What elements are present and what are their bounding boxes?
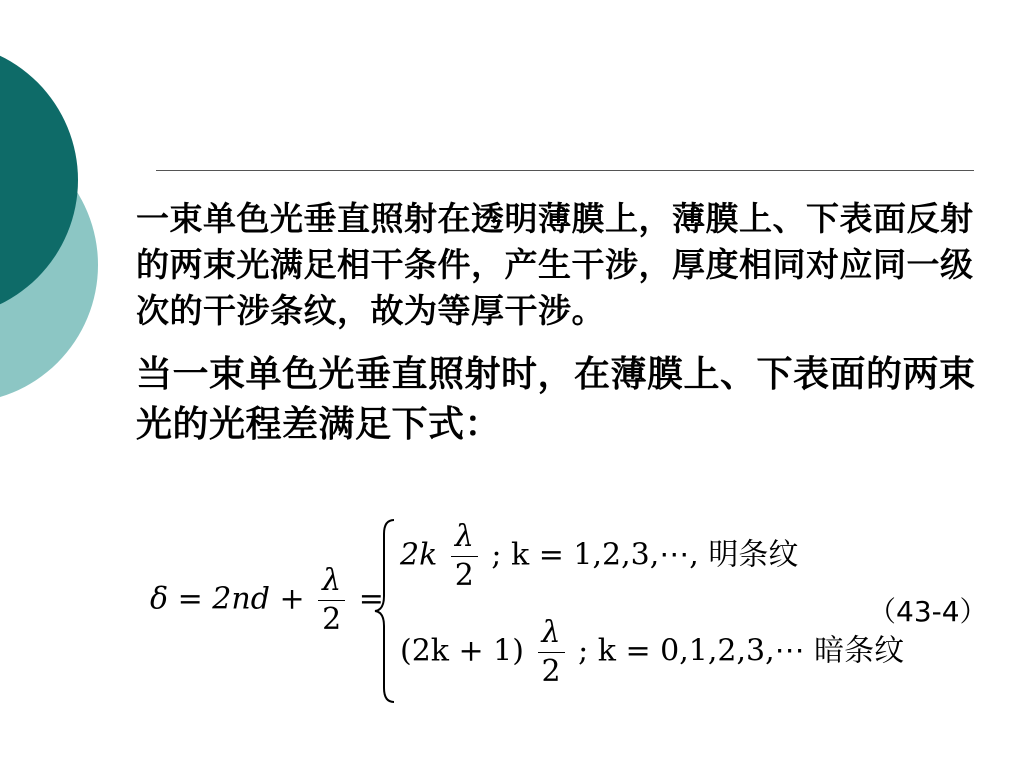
equation-number: （43-4） xyxy=(868,595,988,628)
plus-sign: + xyxy=(279,581,305,617)
fraction-lambda-over-2 xyxy=(318,562,345,639)
decorative-circles xyxy=(0,0,120,420)
case1-numerator: λ xyxy=(451,518,478,557)
paragraph-optical-path: 当一束单色光垂直照射时，在薄膜上、下表面的两束光的光程差满足下式： xyxy=(136,354,976,445)
case1-fraction xyxy=(451,518,478,595)
case-dark-fringe xyxy=(400,614,904,691)
equation-block xyxy=(150,510,905,710)
equals-sign: = xyxy=(177,581,203,617)
equation-lhs xyxy=(150,562,384,639)
left-brace-icon xyxy=(372,518,398,704)
case2-prefix: (2k + 1) xyxy=(400,633,524,669)
title-divider xyxy=(156,170,974,171)
case1-condition: ; k = 1,2,3,⋯, xyxy=(491,537,699,573)
case-bright-fringe xyxy=(400,518,798,595)
paragraph-interference-definition: 一束单色光垂直照射在透明薄膜上，薄膜上、下表面反射的两束光满足相干条件，产生干涉，厚度相同对应同一级次的干涉条纹，故为等厚干涉。 xyxy=(136,199,974,330)
case2-denominator: 2 xyxy=(541,654,561,689)
case1-denominator: 2 xyxy=(454,558,474,593)
case2-fraction xyxy=(538,614,565,691)
term-2nd: 2nd xyxy=(212,581,270,617)
case2-numerator: λ xyxy=(538,614,565,653)
equals-sign-2: = xyxy=(358,581,384,617)
case1-prefix: 2k xyxy=(400,537,438,573)
fraction-numerator: λ xyxy=(318,562,345,601)
fraction-denominator: 2 xyxy=(322,602,342,637)
delta-symbol: δ xyxy=(150,581,169,617)
case2-condition: ; k = 0,1,2,3,⋯ xyxy=(578,633,805,669)
case1-label: 明条纹 xyxy=(708,537,799,573)
case2-label: 暗条纹 xyxy=(814,633,905,669)
